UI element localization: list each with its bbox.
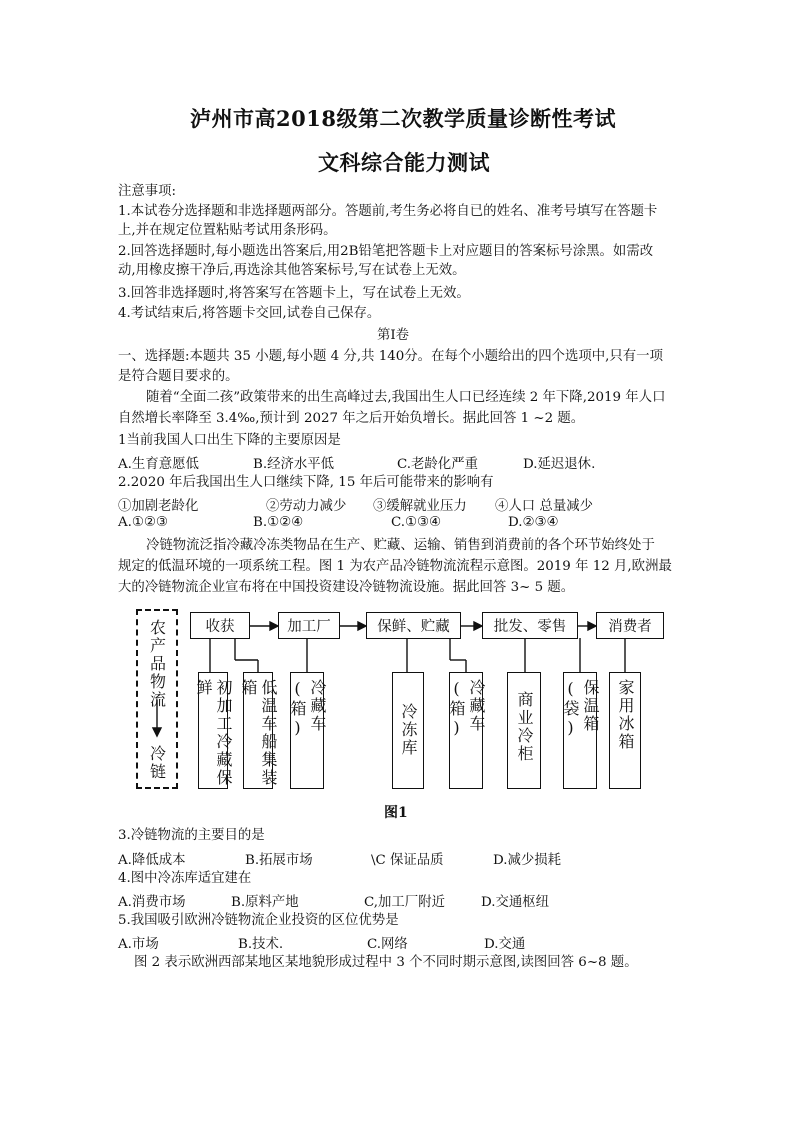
exam-title: 泸州市高2018级第二次教学质量诊断性考试 [190, 106, 616, 131]
question-2-option-c[interactable]: C.①③④ [391, 515, 442, 530]
passage-1-line-1: 随着“全面二孩”政策带来的出生高峰过去,我国出生人口已经连续 2 年下降,2019 年人口 [146, 390, 666, 405]
facility-commercial-freezer: 商业冷柜 [507, 672, 541, 789]
note-1-line-1: 1.本试卷分选择题和非选择题两部分。答题前,考生务必将自已的姓名、准考号填写在答题卡 [118, 204, 658, 219]
question-5-option-a[interactable]: A.市场 [118, 937, 159, 952]
stage-wholesale-retail: 批发、零售 [482, 612, 578, 639]
question-4-stem: 4.图中冷冻库适宜建在 [118, 871, 252, 886]
stage-consumer: 消费者 [596, 612, 664, 639]
question-2-item-1: ①加剧老龄化 [118, 499, 199, 514]
passage-1-line-2: 自然增长率降至 3.4‰,预计到 2027 年之后开始负增长。据此回答 1 ~2 题。 [118, 411, 585, 426]
question-2-item-2: ②劳动力减少 [266, 499, 347, 514]
facility-low-temp-containers: 低温车船集装箱 [243, 672, 273, 789]
section-label: 第Ⅰ卷 [377, 328, 410, 343]
question-4-option-b[interactable]: B.原料产地 [231, 895, 299, 910]
notes-heading: 注意事项: [118, 184, 177, 199]
question-2-item-3: ③缓解就业压力 [373, 499, 467, 514]
note-2-line-1: 2.回答选择题时,每小题选出答案后,用2B铅笔把答题卡上对应题目的答案标号涂黑。如需改 [118, 244, 654, 259]
question-1-option-d[interactable]: D.延迟退休. [523, 457, 596, 472]
question-3-option-b[interactable]: B.拓展市场 [245, 853, 313, 868]
question-2-option-b[interactable]: B.①②④ [253, 515, 304, 530]
question-2-option-a[interactable]: A.①②③ [118, 515, 168, 530]
question-4-option-a[interactable]: A.消费市场 [118, 895, 186, 910]
facility-refrigerated-truck-1: 冷藏车(箱) [290, 672, 324, 789]
section-intro-line-1: 一、选择题:本题共 35 小题,每小题 4 分,共 140分。在每个小题给出的四个选项中,只有一项 [118, 349, 663, 364]
question-2-option-d[interactable]: D.②③④ [508, 515, 559, 530]
question-2-stem: 2.2020 年后我国出生人口继续下降, 15 年后可能带来的影响有 [118, 475, 494, 490]
question-4-option-c[interactable]: C,加工厂附近 [364, 895, 445, 910]
stage-storage: 保鲜、贮藏 [366, 612, 461, 639]
note-3: 3.回答非选择题时,将答案写在答题卡上，写在试卷上无效。 [118, 286, 470, 301]
side-label-box [136, 609, 178, 789]
passage-2-line-2: 规定的低温环境的一项系统工程。图 1 为农产品冷链物流流程示意图。2019 年 12 月,欧洲最 [118, 559, 672, 574]
question-2-item-4: ④人口 总量减少 [495, 499, 593, 514]
question-4-option-d[interactable]: D.交通枢纽 [481, 895, 550, 910]
question-5-option-d[interactable]: D.交通 [484, 937, 526, 952]
stage-harvest: 收获 [190, 612, 250, 639]
question-1-option-c[interactable]: C.老龄化严重 [397, 457, 478, 472]
question-5-option-b[interactable]: B.技术. [238, 937, 284, 952]
question-3-stem: 3.冷链物流的主要目的是 [118, 828, 265, 843]
side-label-top: 农产品物流 [147, 619, 167, 709]
question-1-option-a[interactable]: A.生育意愿低 [118, 457, 199, 472]
note-1-line-2: 上,并在规定位置粘贴考试用条形码。 [118, 223, 337, 238]
facility-refrigerated-truck-2: 冷藏车(箱) [449, 672, 483, 789]
question-5-option-c[interactable]: C.网络 [367, 937, 408, 952]
passage-2-line-1: 冷链物流泛指冷藏冷冻类物品在生产、贮藏、运输、销售到消费前的各个环节始终处于 [146, 538, 655, 553]
facility-home-fridge: 家用冰箱 [609, 672, 641, 789]
question-3-option-d[interactable]: D.减少损耗 [493, 853, 562, 868]
note-4: 4.考试结束后,将答题卡交回,试卷自己保存。 [118, 306, 381, 321]
facility-initial-processing: 初加工冷藏保鲜 [198, 672, 228, 789]
stage-processing-plant: 加工厂 [278, 612, 340, 639]
passage-2-line-3: 大的冷链物流企业宣布将在中国投资建设冷链物流设施。据此回答 3~ 5 题。 [118, 580, 575, 595]
passage-3-line-1: 图 2 表示欧洲西部某地区某地貌形成过程中 3 个不同时期示意图,读图回答 6~8 题。 [134, 955, 638, 970]
question-5-stem: 5.我国吸引欧洲冷链物流企业投资的区位优势是 [118, 913, 399, 928]
note-2-line-2: 动,用橡皮擦干净后,再选涂其他答案标号,写在试卷上无效。 [118, 263, 466, 278]
side-label-bottom: 冷链 [147, 745, 167, 781]
exam-subtitle: 文科综合能力测试 [318, 150, 490, 175]
facility-insulated-box: 保温箱(袋) [563, 672, 597, 789]
figure-1-caption: 图1 [384, 805, 408, 821]
question-1-stem: 1当前我国人口出生下降的主要原因是 [118, 433, 341, 448]
question-1-option-b[interactable]: B.经济水平低 [253, 457, 335, 472]
question-3-option-c[interactable]: \C 保证品质 [371, 853, 444, 868]
question-3-option-a[interactable]: A.降低成本 [118, 853, 186, 868]
section-intro-line-2: 是符合题目要求的。 [118, 369, 239, 384]
facility-freezer-warehouse: 冷冻库 [392, 672, 424, 789]
